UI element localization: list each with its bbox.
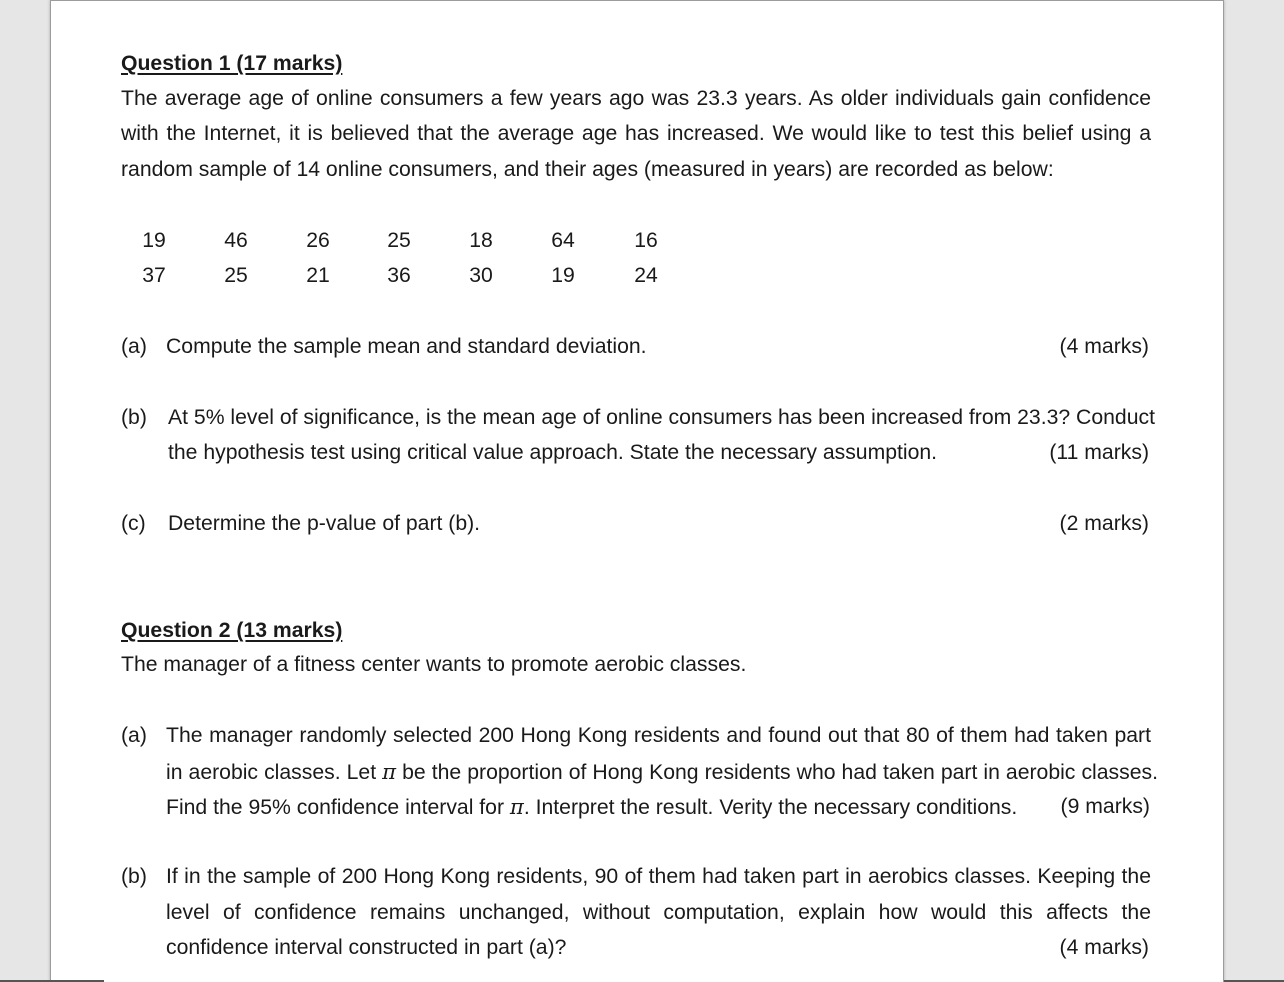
data-cell: 37: [142, 264, 166, 287]
q1-part-c-label: (c): [121, 512, 146, 535]
q1-part-b-marks: (11 marks): [1049, 441, 1149, 464]
q1-intro-line-3: random sample of 14 online consumers, and their ages (measured in years) are recorded as below:: [121, 158, 1054, 181]
q2-title: Question 2 (13 marks): [121, 619, 343, 642]
data-cell: 19: [142, 229, 166, 252]
data-cell: 30: [469, 264, 493, 287]
q2-part-a-label: (a): [121, 724, 147, 747]
q2-part-b-label: (b): [121, 865, 147, 888]
q2-part-a-line-2: [166, 754, 1158, 791]
q2-part-b-line-1: If in the sample of 200 Hong Kong residents, 90 of them had taken part in aerobics classes. Keeping the: [166, 865, 1151, 888]
q2-part-a-line-3-pre: Find the 95% confidence interval for: [166, 796, 510, 819]
q2-part-a-line-3-post: . Interpret the result. Verity the necessary conditions.: [523, 796, 1018, 819]
q1-part-b-label: (b): [121, 406, 147, 429]
q1-title: Question 1 (17 marks): [121, 52, 343, 75]
q1-part-c-marks: (2 marks): [1059, 512, 1149, 535]
q2-part-a-line-2-post: be the proportion of Hong Kong residents who had taken part in aerobic classes.: [396, 761, 1158, 784]
q1-intro-line-1: The average age of online consumers a few years ago was 23.3 years. As older individuals gain confidence: [121, 87, 1151, 110]
q1-part-a-marks: (4 marks): [1059, 335, 1149, 358]
page-top-border: [50, 0, 1224, 1]
data-cell: 36: [387, 264, 411, 287]
data-cell: 25: [224, 264, 248, 287]
q1-intro-line-2: with the Internet, it is believed that the average age has increased. We would like to test this belief using a: [121, 122, 1151, 145]
data-cell: 18: [469, 229, 493, 252]
data-cell: 25: [387, 229, 411, 252]
q2-part-a-marks: (9 marks): [1060, 795, 1150, 818]
pi-symbol: π: [509, 794, 524, 819]
data-cell: 21: [306, 264, 330, 287]
data-cell: 24: [634, 264, 658, 287]
data-cell: 26: [306, 229, 330, 252]
data-cell: 19: [551, 264, 575, 287]
q2-part-a-line-1: The manager randomly selected 200 Hong Kong residents and found out that 80 of them had taken part: [166, 724, 1151, 747]
q1-part-b-line-1: At 5% level of significance, is the mean age of online consumers has been increased from 23.3? Conduct: [168, 406, 1155, 429]
data-cell: 46: [224, 229, 248, 252]
q2-part-a-line-3: [166, 789, 1017, 826]
q1-part-a-label: (a): [121, 335, 147, 358]
pi-symbol: π: [382, 759, 397, 784]
q1-part-a-text: Compute the sample mean and standard deviation.: [166, 335, 647, 358]
q2-part-b-line-2: level of confidence remains unchanged, without computation, explain how would this affects the: [166, 901, 1151, 924]
q2-intro: The manager of a fitness center wants to promote aerobic classes.: [121, 653, 747, 676]
q1-part-c-text: Determine the p-value of part (b).: [168, 512, 481, 535]
data-cell: 16: [634, 229, 658, 252]
q2-part-b-line-3: confidence interval constructed in part (a)?: [166, 936, 567, 959]
data-cell: 64: [551, 229, 575, 252]
q2-part-b-marks: (4 marks): [1059, 936, 1149, 959]
q2-part-a-line-2-pre: in aerobic classes. Let: [166, 761, 383, 784]
q1-part-b-line-2: the hypothesis test using critical value approach. State the necessary assumption.: [168, 441, 938, 464]
